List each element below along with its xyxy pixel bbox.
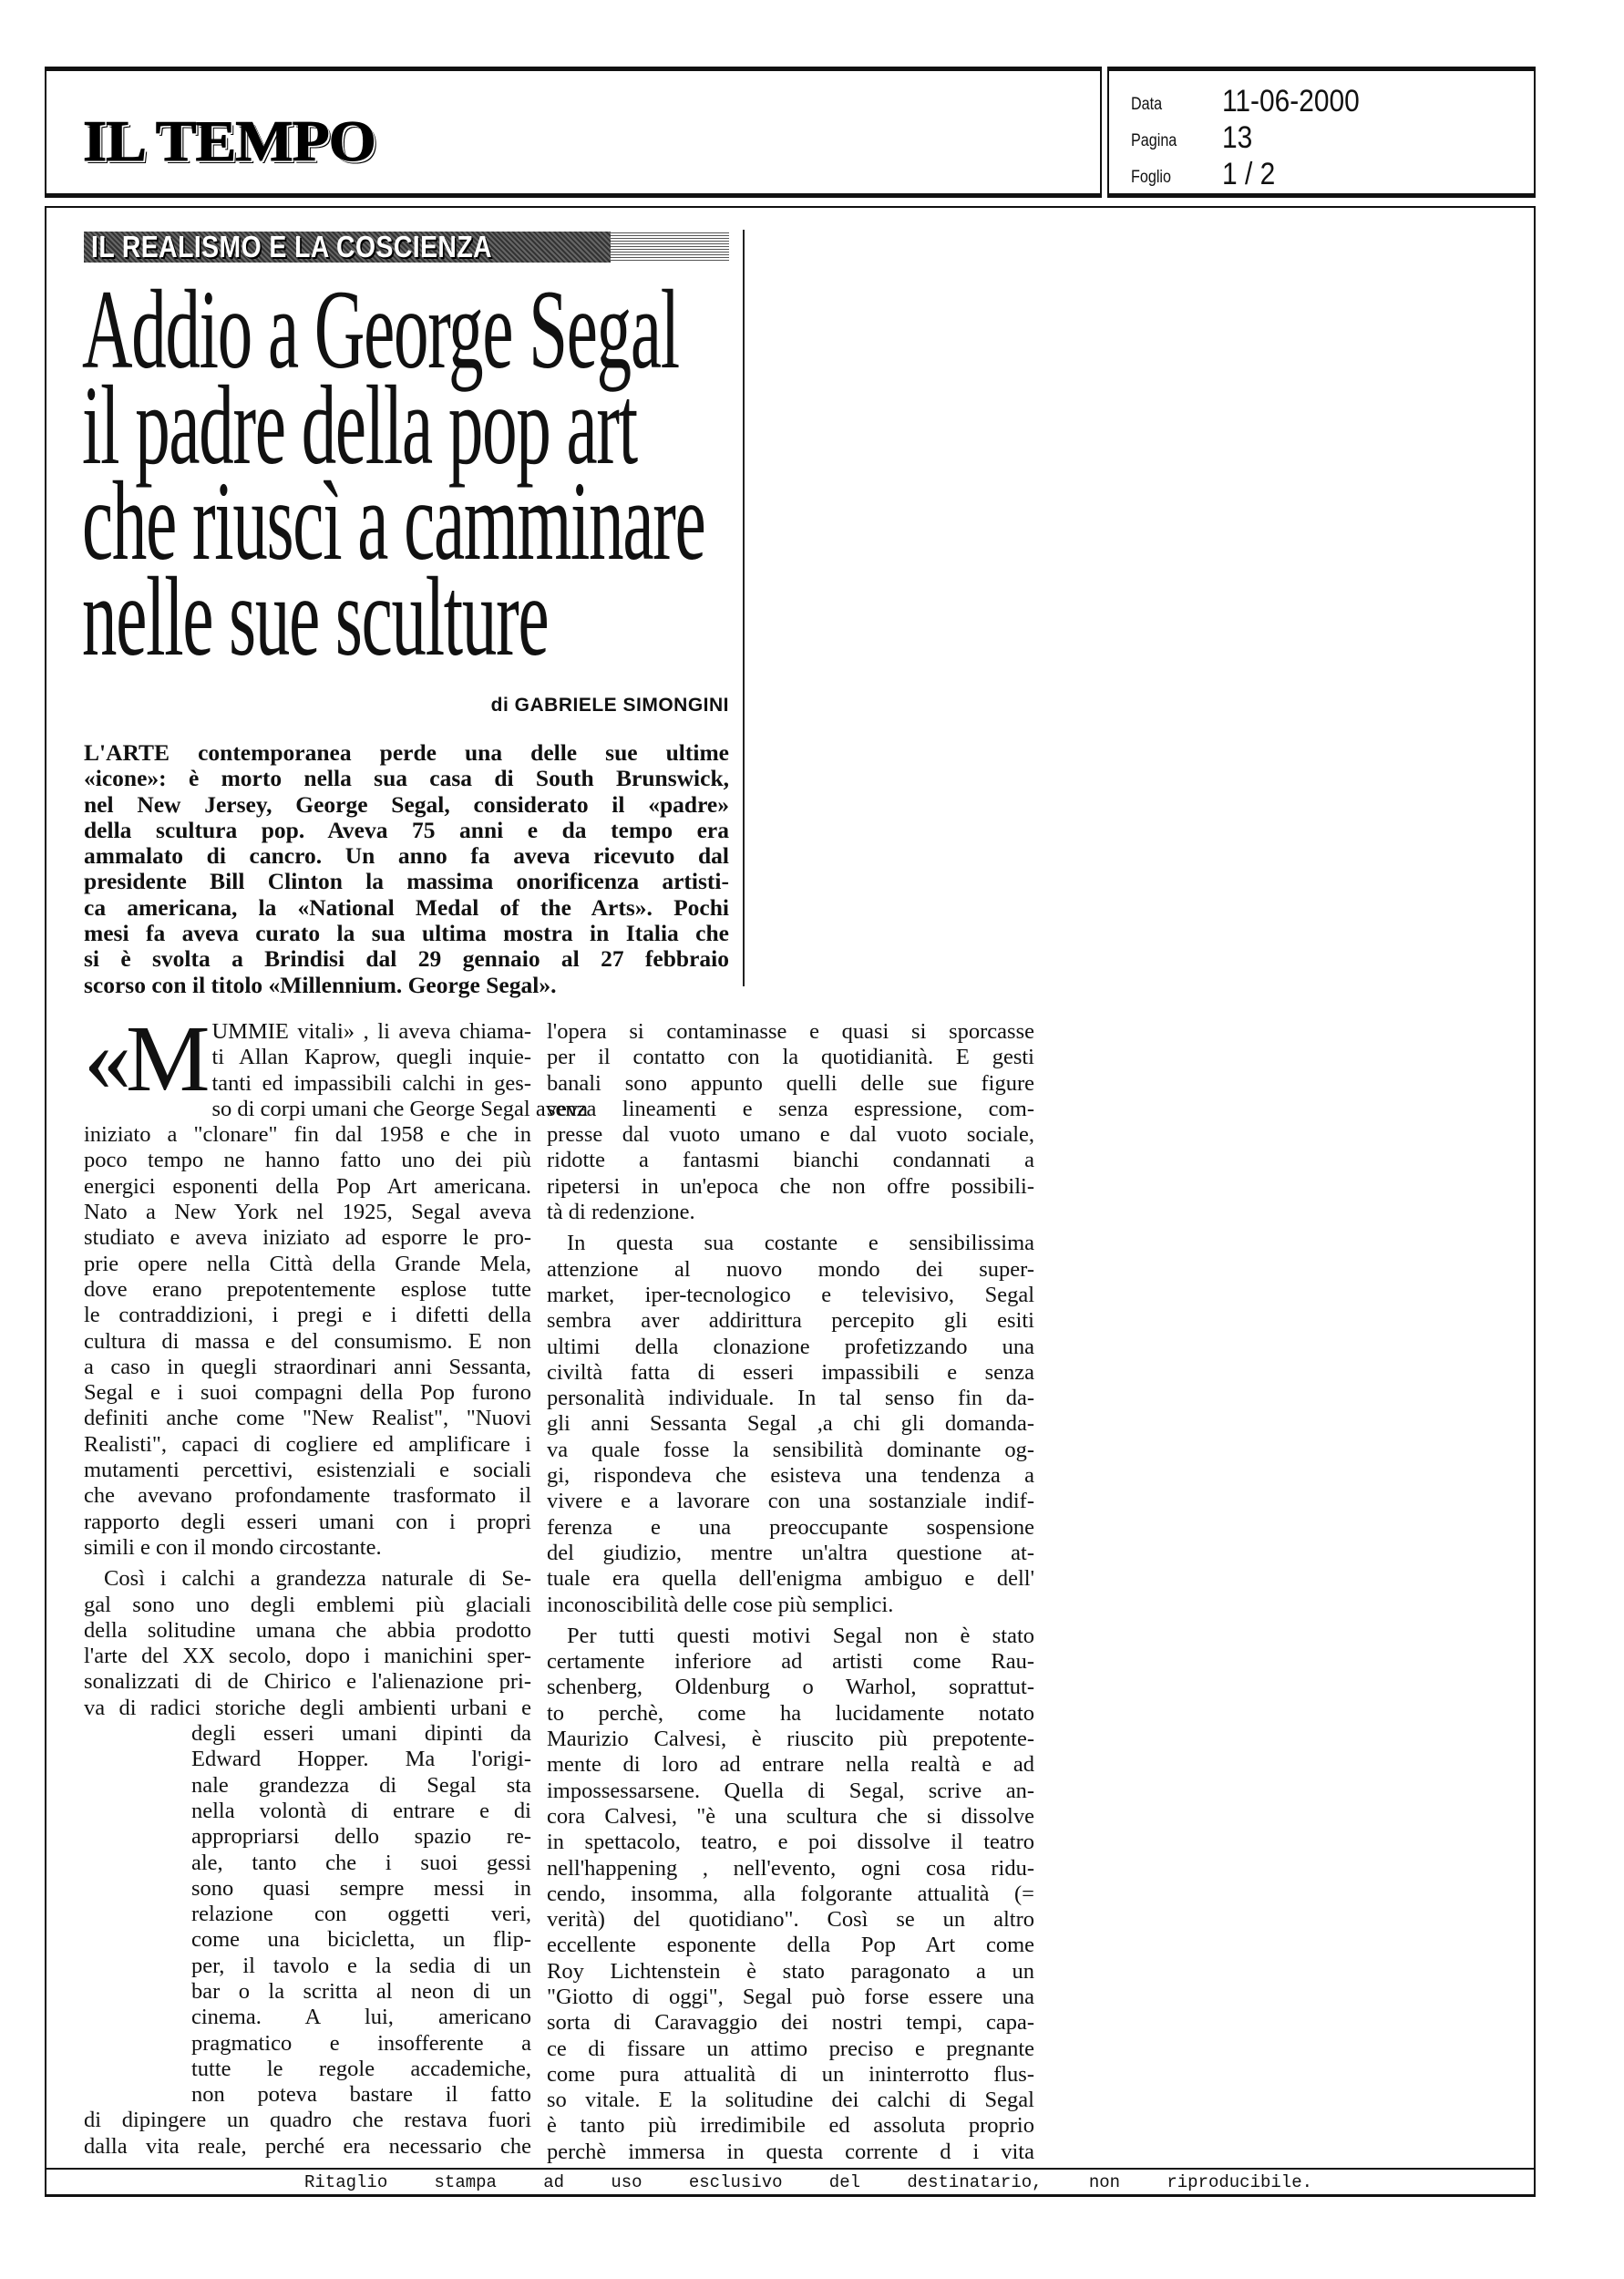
text-line: ripetersi in un'epoca che non offre possibili- <box>547 1173 1034 1199</box>
text-line: personalità individuale. In tal senso fin da- <box>547 1386 1034 1411</box>
body-column-left <box>84 1006 588 2160</box>
text-line: le contraddizioni, i pregi e i difetti della <box>84 1303 531 1328</box>
text-line: nale grandezza di Segal sta <box>191 1772 531 1798</box>
text-line: come pura attualità di un ininterrotto flus- <box>547 2061 1034 2087</box>
text-line: perchè immersa in questa corrente d i vita <box>547 2139 1034 2164</box>
text-line: gi, rispondeva che esisteva una tendenza a <box>547 1463 1034 1489</box>
text-line: iniziato a "clonare" fin dal 1958 e che in <box>84 1122 531 1148</box>
text-line: presse dal vuoto umano e dal vuoto sociale, <box>547 1122 1034 1148</box>
text-line: cinema. A lui, americano <box>191 2005 531 2030</box>
text-line: prie opere nella Città della Grande Mela, <box>84 1251 531 1276</box>
text-line: Per tutti questi motivi Segal non è stato <box>567 1623 1034 1648</box>
text-line: ca americana, la «National Medal of the Arts». Pochi <box>84 893 729 921</box>
body-paragraph-tail <box>84 2108 531 2160</box>
text-line: della solitudine umana che abbia prodotto <box>84 1617 531 1643</box>
date-value: 11-06-2000 <box>1222 84 1360 119</box>
headline-line-1: Addio a George Segal <box>82 267 679 392</box>
text-line: dalla vita reale, perché era necessario che <box>84 2133 531 2159</box>
clipping-metadata <box>1107 67 1536 198</box>
dropcap: «M <box>84 1006 205 1111</box>
text-line: l'opera si contaminasse e quasi si sporcasse <box>547 1019 1034 1044</box>
masthead <box>45 67 1102 198</box>
text-line: bar o la scritta al neon di un <box>191 1978 531 2004</box>
text-line: tutte le regole accademiche, <box>191 2056 531 2081</box>
text-line: appropriarsi dello spazio re- <box>191 1824 531 1850</box>
text-line: della scultura pop. Aveva 75 anni e da tempo era <box>84 816 729 843</box>
text-line: Roy Lichtenstein è stato paragonato a un <box>547 1958 1034 1984</box>
text-line: to perchè, come ha lucidamente notato <box>547 1700 1034 1726</box>
headline-line-4: nelle sue sculture <box>82 554 549 679</box>
text-line: per, il tavolo e la sedia di un <box>191 1953 531 1978</box>
text-line: per il contatto con la quotidianità. E gesti <box>547 1045 1034 1070</box>
text-line: degli esseri umani dipinti da <box>191 1721 531 1747</box>
text-line: gli anni Sessanta Segal ,a chi gli domanda- <box>547 1411 1034 1437</box>
text-line: cendo, insomma, alla folgorante attualità (= <box>547 1881 1034 1906</box>
text-line: ultimi della clonazione profetizzando una <box>547 1334 1034 1359</box>
text-line: inconoscibilità delle cose più semplici. <box>547 1592 894 1617</box>
text-line: "Giotto di oggi", Segal può forse essere una <box>547 1984 1034 2009</box>
body-paragraph <box>547 1019 1034 1225</box>
kicker-bar <box>84 232 729 263</box>
text-line: impossessarsene. Quella di Segal, scrive an- <box>547 1778 1034 1803</box>
text-line: verità) del quotidiano". Così se un altro <box>547 1907 1034 1933</box>
text-line: mesi fa aveva curato la sua ultima mostra in Italia che <box>84 920 729 947</box>
text-line: so vitale. E la solitudine dei calchi di Segal <box>547 2088 1034 2113</box>
text-line: nel New Jersey, George Segal, considerato il «padre» <box>84 790 729 818</box>
text-line: presidente Bill Clinton la massima onorificenza artisti- <box>84 868 729 895</box>
text-line: tanti ed impassibili calchi in ges- <box>211 1070 531 1096</box>
text-line: va di radici storiche degli ambienti urbani e <box>84 1695 531 1720</box>
text-line: del giudizio, mentre un'altra questione at- <box>547 1540 1034 1565</box>
text-line: non poteva bastare il fatto <box>191 2082 531 2108</box>
kicker-text: IL REALISMO E LA COSCIENZA <box>91 230 493 263</box>
page-value: 13 <box>1222 120 1253 155</box>
text-line: studiato e aveva iniziato ad esporre le pro- <box>84 1225 531 1251</box>
text-line: vivere e a lavorare con una sostanziale indif- <box>547 1489 1034 1514</box>
body-paragraph <box>84 1566 531 1721</box>
text-line: Così i calchi a grandezza naturale di Se- <box>104 1566 531 1592</box>
body-paragraph <box>84 1096 588 1561</box>
stipple-decoration <box>611 232 729 263</box>
text-line: definiti anche come "New Realist", "Nuovi <box>84 1406 531 1431</box>
footer-notice-bar <box>45 2168 1536 2197</box>
text-line: L'ARTE contemporanea perde una delle sue ultime <box>84 739 729 766</box>
headline-line-3: che riuscì a camminare <box>82 459 705 583</box>
text-line: sembra aver addirittura percepito gli esiti <box>547 1308 1034 1334</box>
text-line: In questa sua costante e sensibilissima <box>567 1231 1034 1256</box>
lead-paragraph <box>84 740 729 998</box>
text-line: mutamenti percettivi, esistenziali e sociali <box>84 1458 531 1483</box>
sheet-label: Foglio <box>1131 168 1171 187</box>
text-line: è tanto più irredimibile ed assoluta proprio <box>547 2113 1034 2139</box>
text-line: relazione con oggetti veri, <box>191 1902 531 1927</box>
byline: di GABRIELE SIMONGINI <box>490 695 729 716</box>
headline-line-2: il padre della pop art <box>82 363 637 488</box>
text-line: Nato a New York nel 1925, Segal aveva <box>84 1200 531 1225</box>
text-line: nell'happening , nell'evento, ogni cosa ridu- <box>547 1855 1034 1881</box>
text-line: cultura di massa e del consumismo. E non <box>84 1328 531 1354</box>
copyright-notice: Ritaglio stampa ad uso esclusivo del destinatario, non riproducibile. <box>304 2172 1312 2192</box>
text-line: banali sono appunto quelli delle sue figure <box>547 1070 1034 1096</box>
text-line: si è svolta a Brindisi dal 29 gennaio al 27 febbraio <box>84 945 729 973</box>
text-line: rapporto degli esseri umani con i propri <box>84 1509 531 1534</box>
text-line: nella volontà di entrare e di <box>191 1798 531 1823</box>
text-line: UMMIE vitali» , li aveva chiama- <box>211 1019 531 1044</box>
text-line: sorta di Caravaggio dei nostri tempi, capa- <box>547 2010 1034 2036</box>
column-rule <box>743 230 745 986</box>
text-line: schenberg, Oldenburg o Warhol, soprattut- <box>547 1675 1034 1700</box>
text-line: ridotte a fantasmi bianchi condannati a <box>547 1148 1034 1173</box>
text-line: «icone»: è morto nella sua casa di South Brunswick, <box>84 765 729 792</box>
text-line: Segal e i suoi compagni della Pop furono <box>84 1380 531 1406</box>
text-line: in spettacolo, teatro, e poi dissolve il teatro <box>547 1830 1034 1855</box>
body-paragraph-indented <box>84 1721 531 2108</box>
date-label: Data <box>1131 95 1163 114</box>
text-line: Edward Hopper. Ma l'origi- <box>191 1747 531 1772</box>
text-line: attenzione al nuovo mondo dei super- <box>547 1256 1034 1282</box>
text-line: sonalizzati di de Chirico e l'alienazione pri- <box>84 1669 531 1695</box>
text-line: so di corpi umani che George Segal aveva <box>211 1096 588 1121</box>
text-line: l'arte del XX secolo, dopo i manichini sper- <box>84 1644 531 1669</box>
text-line: energici esponenti della Pop Art americana. <box>84 1173 531 1199</box>
text-line: simili e con il mondo circostante. <box>84 1534 382 1560</box>
body-column-right <box>547 1019 1034 2165</box>
text-line: civiltà fatta di esseri impassibili e senza <box>547 1359 1034 1385</box>
text-line: sono quasi sempre messi in <box>191 1875 531 1901</box>
text-line: certamente inferiore ad artisti come Rau- <box>547 1649 1034 1675</box>
text-line: senza lineamenti e senza espressione, com- <box>547 1096 1034 1121</box>
sheet-value: 1 / 2 <box>1222 157 1276 191</box>
text-line: cora Calvesi, "è una scultura che si dissolve <box>547 1803 1034 1829</box>
text-line: che avevano profondamente trasformato il <box>84 1483 531 1509</box>
text-line: va quale fosse la sensibilità dominante og- <box>547 1437 1034 1462</box>
text-line: pragmatico e insofferente a <box>191 2030 531 2056</box>
text-line: tuale era quella dell'enigma ambiguo e dell' <box>547 1566 1034 1592</box>
text-line: gal sono uno degli emblemi più glaciali <box>84 1592 531 1617</box>
text-line: poco tempo ne hanno fatto uno dei più <box>84 1148 531 1173</box>
text-line: mente di loro ad entrare nella realtà e ad <box>547 1752 1034 1778</box>
text-line: dove erano prepotentemente esplose tutte <box>84 1276 531 1302</box>
text-line: Maurizio Calvesi, è riuscito più prepotente- <box>547 1727 1034 1752</box>
body-paragraph <box>547 1231 1034 1617</box>
text-line: eccellente esponente della Pop Art come <box>547 1933 1034 1958</box>
text-line: tà di redenzione. <box>547 1200 695 1225</box>
text-line: market, iper-tecnologico e televisivo, Segal <box>547 1282 1034 1307</box>
text-line: ferenza e una preoccupante sospensione <box>547 1514 1034 1540</box>
text-line: ale, tanto che i suoi gessi <box>191 1850 531 1875</box>
text-line: ce di fissare un attimo preciso e pregnante <box>547 2036 1034 2061</box>
text-line: Realisti", capaci di cogliere ed amplificare i <box>84 1431 531 1457</box>
text-line: ti Allan Kaprow, quegli inquie- <box>211 1045 531 1070</box>
text-line: di dipingere un quadro che restava fuori <box>84 2108 531 2133</box>
text-line: come una bicicletta, un flip- <box>191 1927 531 1953</box>
text-line: scorso con il titolo «Millennium. George Segal». <box>84 971 557 998</box>
page-label: Pagina <box>1131 131 1177 150</box>
body-paragraph <box>547 1624 1034 2165</box>
text-line: a caso in quegli straordinari anni Sessanta, <box>84 1354 531 1379</box>
newspaper-logo: IL TEMPO <box>83 108 375 173</box>
text-line: ammalato di cancro. Un anno fa aveva ricevuto dal <box>84 842 729 870</box>
